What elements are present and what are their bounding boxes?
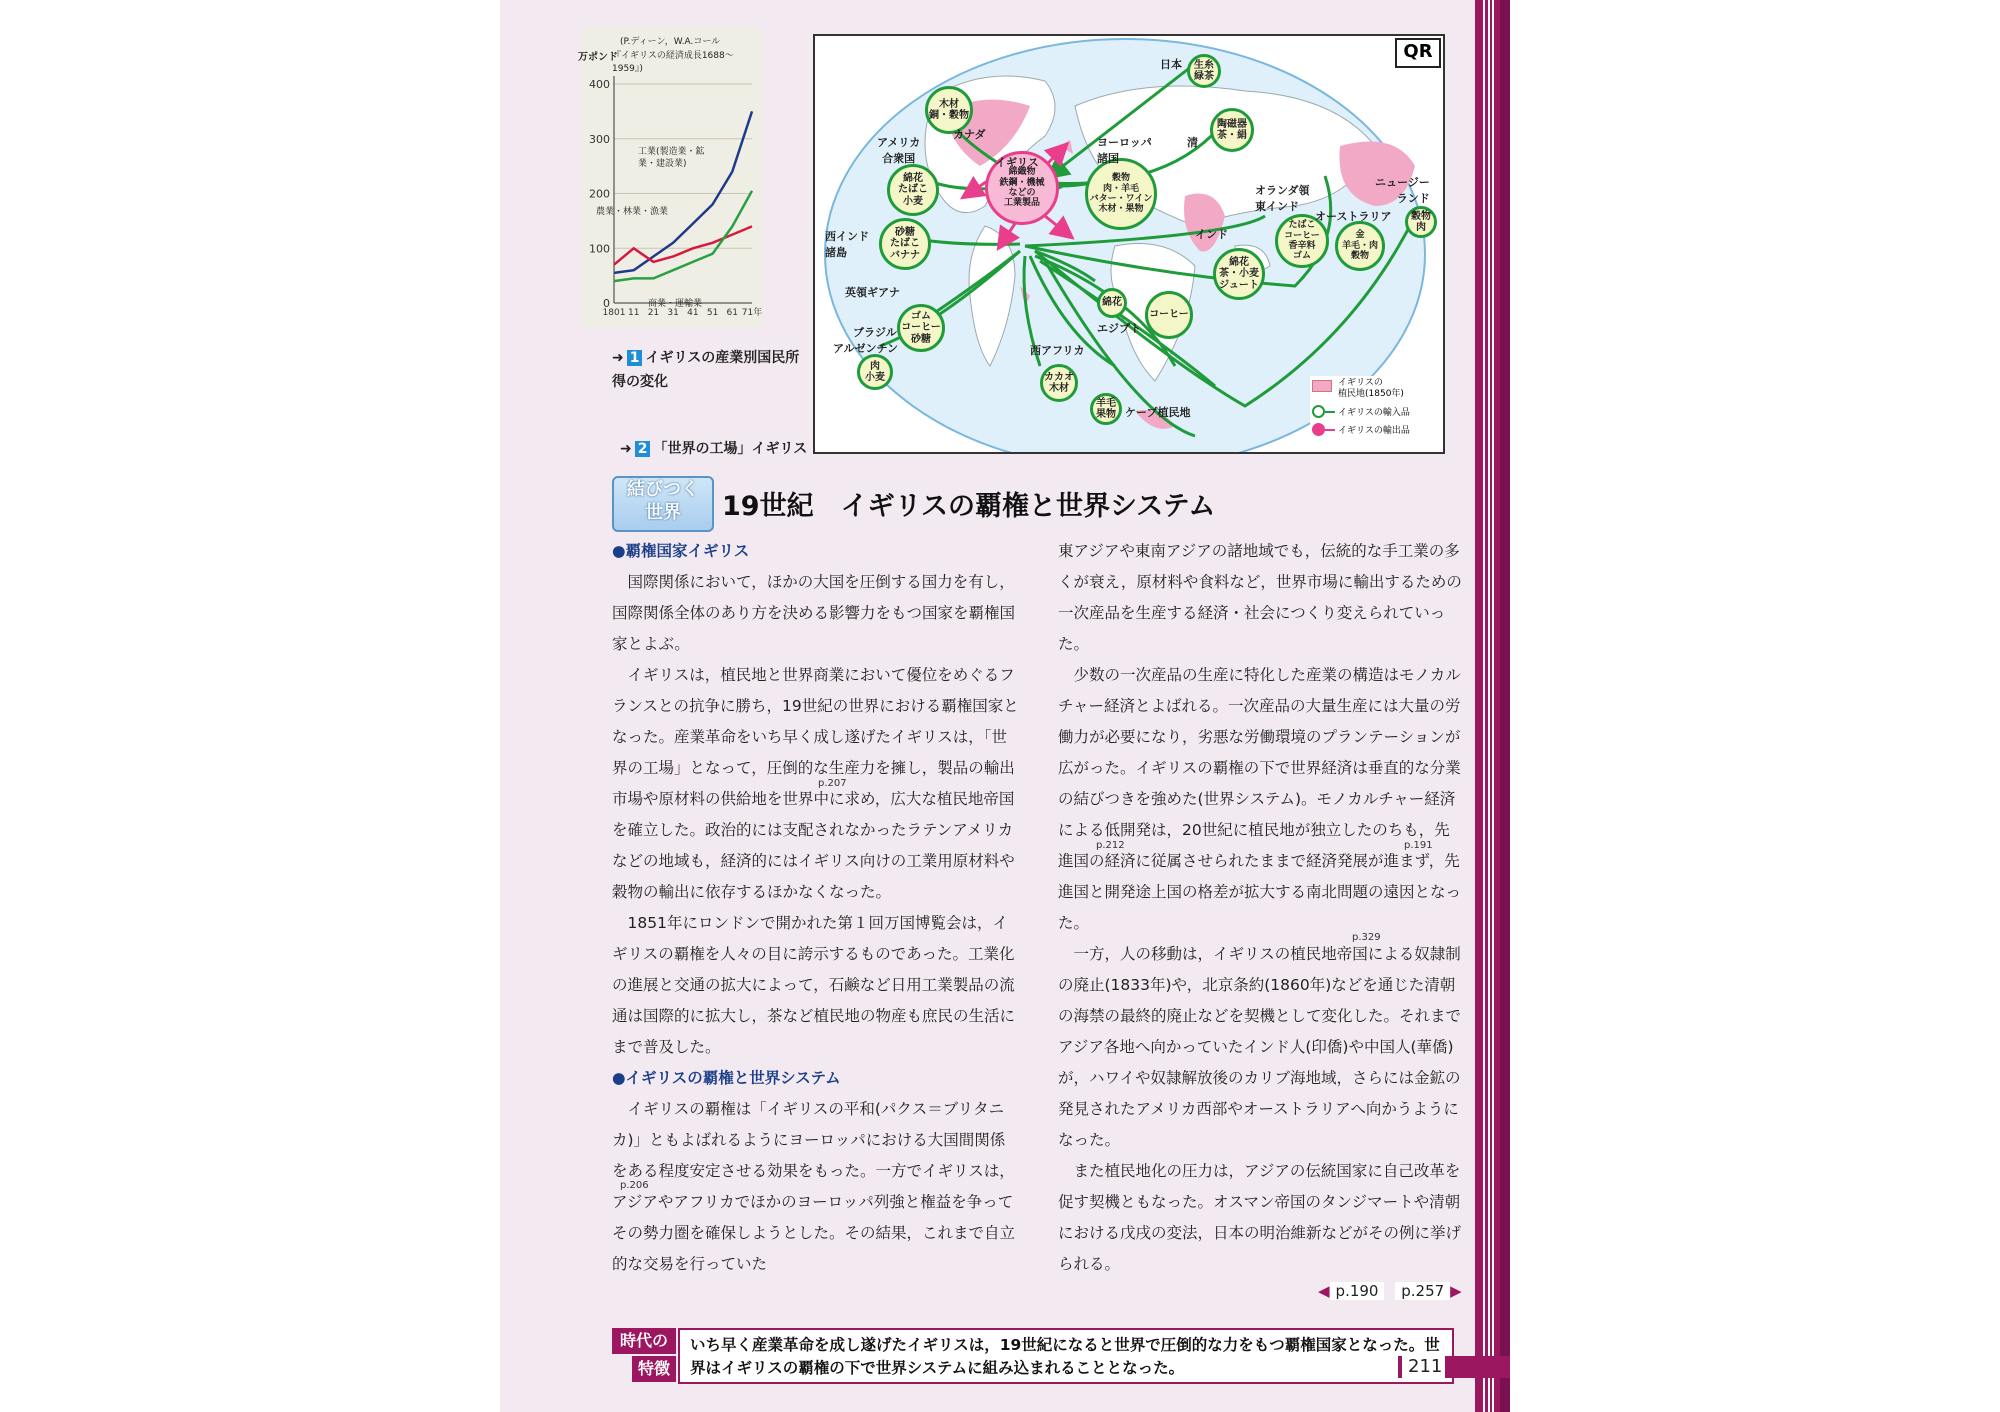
paragraph: イギリスは，植民地と世界商業において優位をめぐるフランスとの抗争に勝ち，19世紀の世界における覇権国家となった。産業革命をいち早く成し遂げたイギリスは，「世界の工場」となって，圧倒的な生産力を擁し，製品の輸出市場や原材料の供給地を世界中に求め，広大な植民地帝国を確立した。政治的には支配されなかったラテンアメリカなどの地域も，経済的にはイギリス向けの工業用原材料や穀物の輸出に依存するほかなくなった。: [612, 666, 1019, 901]
arrow-up-icon: ➜: [612, 350, 624, 366]
page-ref[interactable]: p.329: [1352, 932, 1381, 943]
label-cape: ケープ植民地: [1125, 406, 1191, 419]
page-ref[interactable]: p.191: [1404, 840, 1433, 851]
bubble-argentina: 肉 小麦: [857, 354, 893, 390]
summary-text: いち早く産業革命を成し遂げたイギリスは，19世紀になると世界で圧倒的な力をもつ覇権国家となった。世界はイギリスの覇権の下で世界システムに組み込まれることとなった。: [678, 1328, 1454, 1384]
bubble-japan: 生糸 緑茶: [1187, 54, 1221, 88]
edge-band: [1475, 0, 1483, 1412]
y-tick-label: 300: [589, 132, 610, 146]
label-india: インド: [1195, 228, 1228, 241]
bubble-australia: 金 羊毛・肉 穀物: [1335, 221, 1385, 271]
subheading: ●覇権国家イギリス: [612, 542, 750, 560]
label-canada: カナダ: [953, 128, 986, 141]
page-nav: [1318, 1282, 1462, 1300]
page-number: 211: [1408, 1356, 1443, 1377]
next-arrow-icon[interactable]: ▶: [1450, 1282, 1462, 1300]
world-trade-map: [813, 34, 1445, 454]
label-egypt: エジプト: [1097, 322, 1141, 335]
chart-plot: [582, 28, 762, 328]
label-commerce: 商業・運輸業: [648, 299, 703, 309]
income-chart: [578, 28, 762, 328]
paragraph: 東アジアや東南アジアの諸地域でも，伝統的な手工業の多くが衰え，原材料や食料など，世界市場に輸出するための一次産品を生産する経済・社会につくり変えられていった。: [1058, 542, 1462, 653]
map-caption: ➜ 2 「世界の工場」イギリス: [620, 441, 808, 457]
label-argentina: アルゼンチン: [833, 342, 899, 355]
import-arrow-icon: [1325, 411, 1335, 413]
paragraph: 少数の一次産品の生産に特化した産業の構造はモノカルチャー経済とよばれる。一次産品の大量生産には大量の労働力が必要になり，劣悪な労働環境のプランテーションが広がった。イギリスの覇権の下で世界経済は垂直的な分業の結びつきを強めた(世界システム)。モノカルチャー経済による低開発は，20世紀に植民地が独立したのちも，先進国の経済に従属させられたままで経済発展が進まず，先進国と開発途上国の格差が拡大する南北問題の遠因となった。: [1058, 666, 1462, 932]
caption-text: イギリスの産業別国民所得の変化: [612, 350, 800, 390]
y-tick-label: 0: [603, 297, 610, 310]
paragraph: 一方，人の移動は，イギリスの植民地帝国による奴隷制の廃止(1833年)や，北京条約(1860年)などを通じた清朝の海禁の最終的廃止などを契機として変化した。それまでアジア各地へ向かっていたインド人(印僑)や中国人(華僑)が，ハワイや奴隷解放後のカリブ海地域，さらには金鉱の発見されたアメリカ西部やオーストラリアへ向かうようになった。: [1058, 945, 1462, 1149]
label-uk: イギリス: [995, 156, 1039, 169]
bubble-cape: 羊毛 果物: [1090, 393, 1122, 425]
arrow-right-icon: ➜: [620, 441, 632, 457]
paragraph: 1851年にロンドンで開かれた第１回万国博覧会は，イギリスの覇権を人々の目に誇示するものであった。工業化の進展と交通の拡大によって，石鹸など日用工業製品の流通は国際的に拡大し，茶など植民地の物産も庶民の生活にまで普及した。: [612, 914, 1016, 1056]
label-australia: オーストラリア: [1315, 210, 1392, 223]
label-westafrica: 西アフリカ: [1030, 344, 1085, 357]
bubble-center-exports: 綿織物 鉄鋼・機械 などの 工業製品: [985, 151, 1059, 225]
chart-source-1: (P.ディーン，W.A.コール: [620, 37, 721, 47]
paragraph: また植民地化の圧力は，アジアの伝統国家に自己改革を促す契機ともなった。オスマン帝国のタンジマートや清朝における戊戌の変法，日本の明治維新などがその例に挙げられる。: [1058, 1162, 1462, 1273]
textbook-page: [500, 0, 2000, 1412]
x-tick-label: 11: [627, 308, 640, 318]
bubble-coffee: コーヒー: [1145, 291, 1193, 339]
bubble-canada: 木材 銅・穀物: [925, 86, 973, 134]
page-number-tab: [1445, 1356, 1510, 1378]
section-badge: 結びつく 世界: [612, 476, 714, 532]
y-tick-label: 200: [589, 187, 610, 201]
export-circle-icon: [1312, 423, 1325, 436]
label-japan: 日本: [1160, 58, 1182, 71]
colony-swatch-icon: [1312, 380, 1332, 392]
page-number-bar: [1398, 1356, 1402, 1378]
page-ref[interactable]: p.206: [620, 1180, 649, 1191]
x-tick-label: 41: [687, 308, 699, 318]
label-usa: アメリカ 合衆国: [877, 136, 921, 165]
label-qing: 清: [1187, 136, 1198, 149]
legend-export: イギリスの輸出品: [1310, 423, 1438, 436]
left-column: [612, 536, 1020, 1280]
next-page-link[interactable]: p.257: [1395, 1282, 1450, 1300]
summary-label: 時代の 特徴: [612, 1328, 676, 1384]
bubble-qing: 陶磁器 茶・絹: [1210, 108, 1254, 152]
legend-colony: イギリスの 植民地(1850年): [1310, 378, 1438, 400]
bubble-india: 綿花 茶・小麦 ジュート: [1213, 248, 1265, 300]
qr-badge[interactable]: QR: [1395, 38, 1441, 68]
x-tick-label: 71年: [741, 308, 762, 318]
label-europe: ヨーロッパ 諸国: [1097, 136, 1152, 165]
bubble-usa: 綿花 たばこ 小麦: [887, 164, 939, 216]
bubble-europe: 穀物 肉・羊毛 バター・ワイン 木材・果物: [1085, 158, 1157, 230]
edge-band: [1490, 0, 1492, 1412]
bubble-westafrica: カカオ 木材: [1040, 364, 1078, 402]
subheading: ●イギリスの覇権と世界システム: [612, 1069, 841, 1087]
y-tick-label: 100: [589, 242, 610, 256]
label-brazil: ブラジル: [853, 326, 897, 339]
paragraph: 国際関係において，ほかの大国を圧倒する国力を有し，国際関係全体のあり方を決める影響力をもつ国家を覇権国家とよぶ。: [612, 573, 1016, 653]
label-agriculture: 農業・林業・漁業: [596, 207, 669, 217]
bubble-newzealand: 穀物 肉: [1405, 206, 1437, 238]
bubble-brazil: ゴム コーヒー 砂糖: [897, 304, 945, 352]
map-legend: [1310, 376, 1438, 446]
right-column: [1058, 536, 1463, 1280]
export-arrow-icon: [1325, 429, 1335, 431]
edge-band: [1500, 0, 1510, 1412]
chart-caption: [612, 346, 802, 394]
x-tick-label: 21: [647, 308, 660, 318]
label-newzealand: ニュージー ランド: [1375, 176, 1430, 205]
edge-band: [1485, 0, 1488, 1412]
prev-page-link[interactable]: p.190: [1330, 1282, 1385, 1300]
y-tick-label: 400: [589, 78, 610, 91]
section-title: 19世紀 イギリスの覇権と世界システム: [722, 491, 1216, 522]
label-dutch-east-indies: オランダ領 東インド: [1255, 184, 1310, 213]
label-guiana: 英領ギアナ: [845, 286, 900, 299]
x-tick-label: 31: [667, 308, 679, 318]
caption-number: 1: [627, 350, 643, 366]
x-tick-label: 51: [706, 308, 719, 318]
paragraph: イギリスの覇権は「イギリスの平和(パクス＝ブリタニカ)」ともよばれるようにヨーロッパにおける大国間関係をある程度安定させる効果をもった。一方でイギリスは，アジアやアフリカでほかのヨーロッパ列強と権益を争ってその勢力圏を確保しようとした。その結果，これまで自立的な交易を行っていた: [612, 1100, 1016, 1273]
x-tick-label: 1801: [602, 308, 626, 318]
x-tick-label: 61: [726, 308, 739, 318]
chart-unit: 万ポンド: [578, 52, 618, 63]
bubble-dutch-east-indies: たばこ コーヒー 香辛料 ゴム: [1275, 214, 1329, 268]
import-circle-icon: [1312, 405, 1325, 418]
page-ref[interactable]: p.212: [1096, 840, 1125, 851]
page-ref[interactable]: p.207: [818, 778, 847, 789]
bubble-westindies: 砂糖 たばこ バナナ: [879, 218, 931, 270]
chart-source-2: 『イギリスの経済成長1688～1959』): [612, 51, 734, 74]
label-industry: 工業(製造業・鉱業・建設業): [638, 147, 705, 169]
prev-arrow-icon[interactable]: ◀: [1318, 1282, 1330, 1300]
legend-import: イギリスの輸入品: [1310, 405, 1438, 418]
label-westindies: 西インド 諸島: [825, 230, 869, 259]
bubble-egypt: 綿花: [1097, 288, 1127, 318]
